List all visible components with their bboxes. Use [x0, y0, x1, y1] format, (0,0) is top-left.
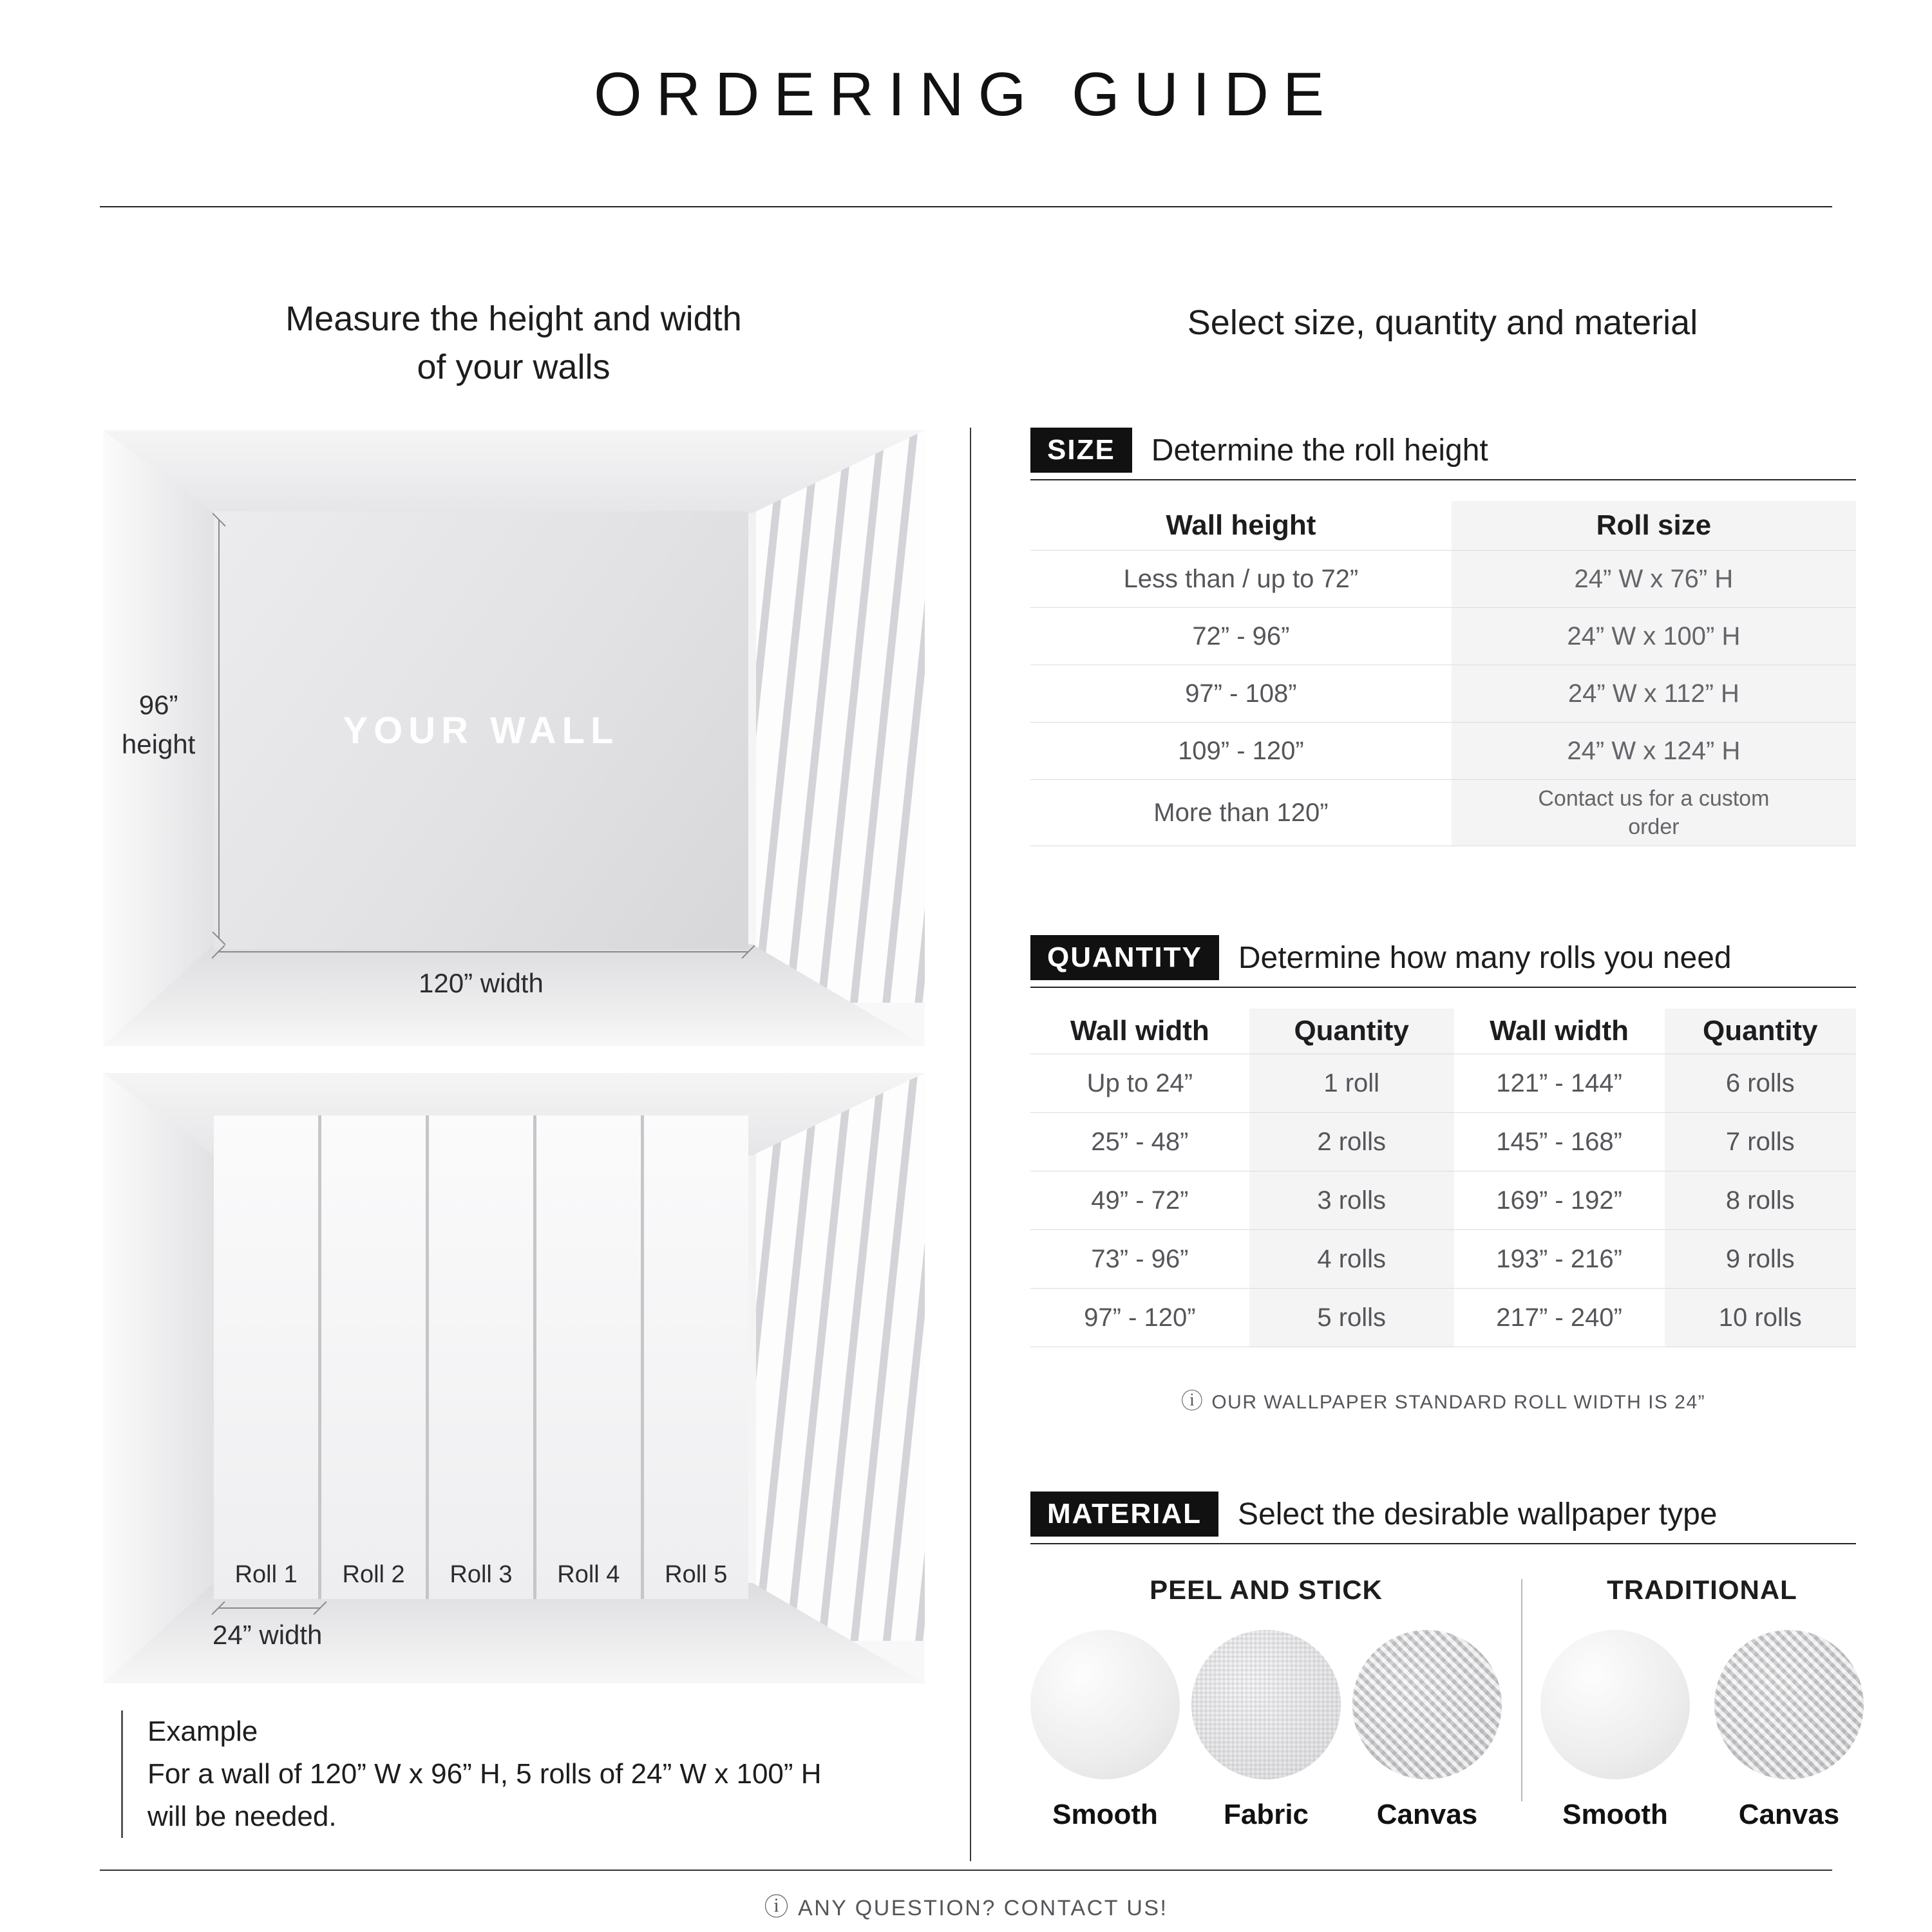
- wall-width-label: 120” width: [419, 967, 544, 998]
- quantity-table-row: [1030, 1230, 1856, 1289]
- info-icon: ⓘ: [1180, 1389, 1204, 1414]
- rolls-wall: [214, 1115, 748, 1599]
- wall-width-cell: 49” - 72”: [1091, 1186, 1189, 1215]
- swatch-canvas-label: Canvas: [1738, 1799, 1840, 1830]
- qty-col-wall-width-2: Wall width: [1490, 1015, 1629, 1046]
- wall-width-cell: 193” - 216”: [1496, 1244, 1622, 1273]
- wall-width-cell: 121” - 144”: [1496, 1068, 1622, 1097]
- wall-height-cell: 72” - 96”: [1192, 621, 1290, 650]
- size-table-row: [1030, 665, 1856, 723]
- roll-label: Roll 5: [665, 1561, 728, 1589]
- wall-height-value: 96”: [138, 689, 178, 720]
- quantity-table-row: [1030, 1113, 1856, 1171]
- wall-width-cell: 145” - 168”: [1496, 1127, 1622, 1156]
- measure-heading-line2: of your walls: [417, 347, 611, 386]
- example-line1: For a wall of 120” W x 96” H, 5 rolls of 24” W x 100” H: [147, 1758, 822, 1790]
- quantity-table-row: [1030, 1171, 1856, 1230]
- wall-width-cell: Up to 24”: [1086, 1068, 1193, 1097]
- size-col-roll-size: Roll size: [1452, 501, 1856, 550]
- title-divider: [100, 206, 1832, 207]
- size-table-row: [1030, 551, 1856, 608]
- wall-height-cell: 97” - 108”: [1185, 679, 1297, 708]
- width-measure-line: [218, 951, 748, 952]
- swatch-canvas: [1714, 1630, 1864, 1831]
- roll-size-cell: 24” W x 112” H: [1452, 665, 1856, 722]
- quantity-cell: 7 rolls: [1665, 1113, 1856, 1171]
- room-illustration-rolls: [103, 1073, 925, 1683]
- column-divider: [970, 428, 971, 1861]
- roll-label: Roll 1: [234, 1561, 298, 1589]
- select-heading: Select size, quantity and material: [1187, 303, 1698, 342]
- canvas-texture-icon: [1714, 1630, 1864, 1779]
- size-badge: SIZE: [1030, 428, 1132, 473]
- example-note: [121, 1710, 926, 1838]
- size-col-wall-height: Wall height: [1166, 509, 1316, 541]
- room-illustration-wall: [103, 430, 925, 1046]
- traditional-group: [1540, 1575, 1864, 1831]
- footer-text: ANY QUESTION? CONTACT US!: [798, 1896, 1168, 1920]
- fabric-texture-icon: [1191, 1630, 1341, 1779]
- swatch-smooth-label: Smooth: [1562, 1799, 1668, 1830]
- wall-width-cell: 169” - 192”: [1496, 1186, 1622, 1215]
- size-table-row: [1030, 780, 1856, 846]
- wall-height-cell: Less than / up to 72”: [1123, 564, 1359, 593]
- roll-panel: [429, 1115, 533, 1599]
- quantity-cell: 3 rolls: [1249, 1171, 1454, 1229]
- quantity-table: [1030, 1009, 1856, 1347]
- canvas-texture-icon: [1352, 1630, 1502, 1779]
- roll-size-cell: 24” W x 76” H: [1452, 551, 1856, 607]
- size-section-divider: [1030, 479, 1856, 480]
- measure-heading: [100, 295, 927, 391]
- wall-width-cell: 73” - 96”: [1091, 1244, 1189, 1273]
- material-section-header: [1030, 1492, 1856, 1537]
- roll-size-cell: 24” W x 124” H: [1452, 723, 1856, 779]
- size-section-header: [1030, 428, 1856, 473]
- swatch-canvas: [1352, 1630, 1502, 1831]
- qty-col-wall-width-1: Wall width: [1070, 1015, 1209, 1046]
- swatch-smooth: [1540, 1630, 1690, 1831]
- roll-width-measure-line: [218, 1607, 320, 1609]
- wall-width-cell: 217” - 240”: [1496, 1303, 1622, 1332]
- info-icon: ⓘ: [764, 1894, 791, 1921]
- roll-label: Roll 2: [342, 1561, 405, 1589]
- room-left-wall: [103, 1073, 214, 1683]
- quantity-cell: 4 rolls: [1249, 1230, 1454, 1288]
- your-wall-label: YOUR WALL: [343, 709, 620, 752]
- wall-height-cell: More than 120”: [1153, 798, 1329, 827]
- quantity-table-row: [1030, 1289, 1856, 1347]
- peel-and-stick-label: PEEL AND STICK: [1150, 1575, 1383, 1605]
- roll-size-cell: 24” W x 100” H: [1452, 608, 1856, 665]
- qty-col-quantity-1: Quantity: [1249, 1009, 1454, 1054]
- example-title: Example: [147, 1716, 258, 1747]
- smooth-texture-icon: [1030, 1630, 1180, 1779]
- traditional-label: TRADITIONAL: [1607, 1575, 1797, 1605]
- material-group-divider: [1521, 1579, 1522, 1801]
- size-table-header: [1030, 501, 1856, 551]
- quantity-cell: 5 rolls: [1249, 1289, 1454, 1347]
- size-table-row: [1030, 723, 1856, 780]
- room-back-wall: [214, 511, 748, 949]
- roll-label: Roll 3: [450, 1561, 513, 1589]
- height-measure-line: [218, 520, 220, 938]
- roll-width-label: 24” width: [212, 1620, 323, 1651]
- example-line2: will be needed.: [147, 1801, 337, 1832]
- room-window: [756, 430, 925, 1003]
- wall-height-cell: 109” - 120”: [1178, 736, 1304, 765]
- size-table-row: [1030, 608, 1856, 665]
- material-section-divider: [1030, 1543, 1856, 1544]
- peel-and-stick-swatches: [1030, 1630, 1502, 1831]
- roll-panel: [321, 1115, 426, 1599]
- roll-panel: [536, 1115, 641, 1599]
- quantity-section-header: [1030, 935, 1856, 980]
- quantity-table-header: [1030, 1009, 1856, 1054]
- quantity-cell: 2 rolls: [1249, 1113, 1454, 1171]
- quantity-section-divider: [1030, 987, 1856, 988]
- wall-height-label: [111, 686, 206, 764]
- roll-panel: [644, 1115, 748, 1599]
- material-badge: MATERIAL: [1030, 1492, 1218, 1537]
- standard-roll-note-text: OUR WALLPAPER STANDARD ROLL WIDTH IS 24”: [1211, 1392, 1706, 1413]
- wall-width-cell: 97” - 120”: [1084, 1303, 1196, 1332]
- quantity-cell: 9 rolls: [1665, 1230, 1856, 1288]
- swatch-smooth-label: Smooth: [1052, 1799, 1158, 1830]
- swatch-canvas-label: Canvas: [1376, 1799, 1478, 1830]
- room-window: [756, 1073, 925, 1641]
- quantity-cell: 1 roll: [1249, 1054, 1454, 1112]
- standard-roll-note: [1030, 1383, 1856, 1415]
- material-section-title: Select the desirable wallpaper type: [1238, 1497, 1718, 1531]
- measure-heading-line1: Measure the height and width: [285, 299, 742, 338]
- quantity-section-title: Determine how many rolls you need: [1238, 940, 1732, 975]
- qty-col-quantity-2: Quantity: [1665, 1009, 1856, 1054]
- footer-divider: [100, 1870, 1832, 1871]
- smooth-texture-icon: [1540, 1630, 1690, 1779]
- footer-note: [0, 1887, 1932, 1922]
- swatch-fabric-label: Fabric: [1223, 1799, 1309, 1830]
- wall-width-cell: 25” - 48”: [1091, 1127, 1189, 1156]
- swatch-smooth: [1030, 1630, 1180, 1831]
- peel-and-stick-group: [1030, 1575, 1502, 1831]
- roll-panel: [214, 1115, 318, 1599]
- wall-height-word: height: [121, 728, 196, 759]
- quantity-cell: 8 rolls: [1665, 1171, 1856, 1229]
- custom-order-text: Contact us for a custom order: [1538, 786, 1770, 839]
- traditional-swatches: [1540, 1630, 1864, 1831]
- roll-label: Roll 4: [557, 1561, 620, 1589]
- quantity-badge: QUANTITY: [1030, 935, 1219, 980]
- quantity-cell: 6 rolls: [1665, 1054, 1856, 1112]
- page-title: ORDERING GUIDE: [593, 60, 1339, 129]
- quantity-cell: 10 rolls: [1665, 1289, 1856, 1347]
- swatch-fabric: [1191, 1630, 1341, 1831]
- quantity-table-row: [1030, 1054, 1856, 1113]
- roll-size-cell: [1452, 780, 1856, 846]
- size-table: [1030, 501, 1856, 846]
- size-section-title: Determine the roll height: [1151, 433, 1488, 468]
